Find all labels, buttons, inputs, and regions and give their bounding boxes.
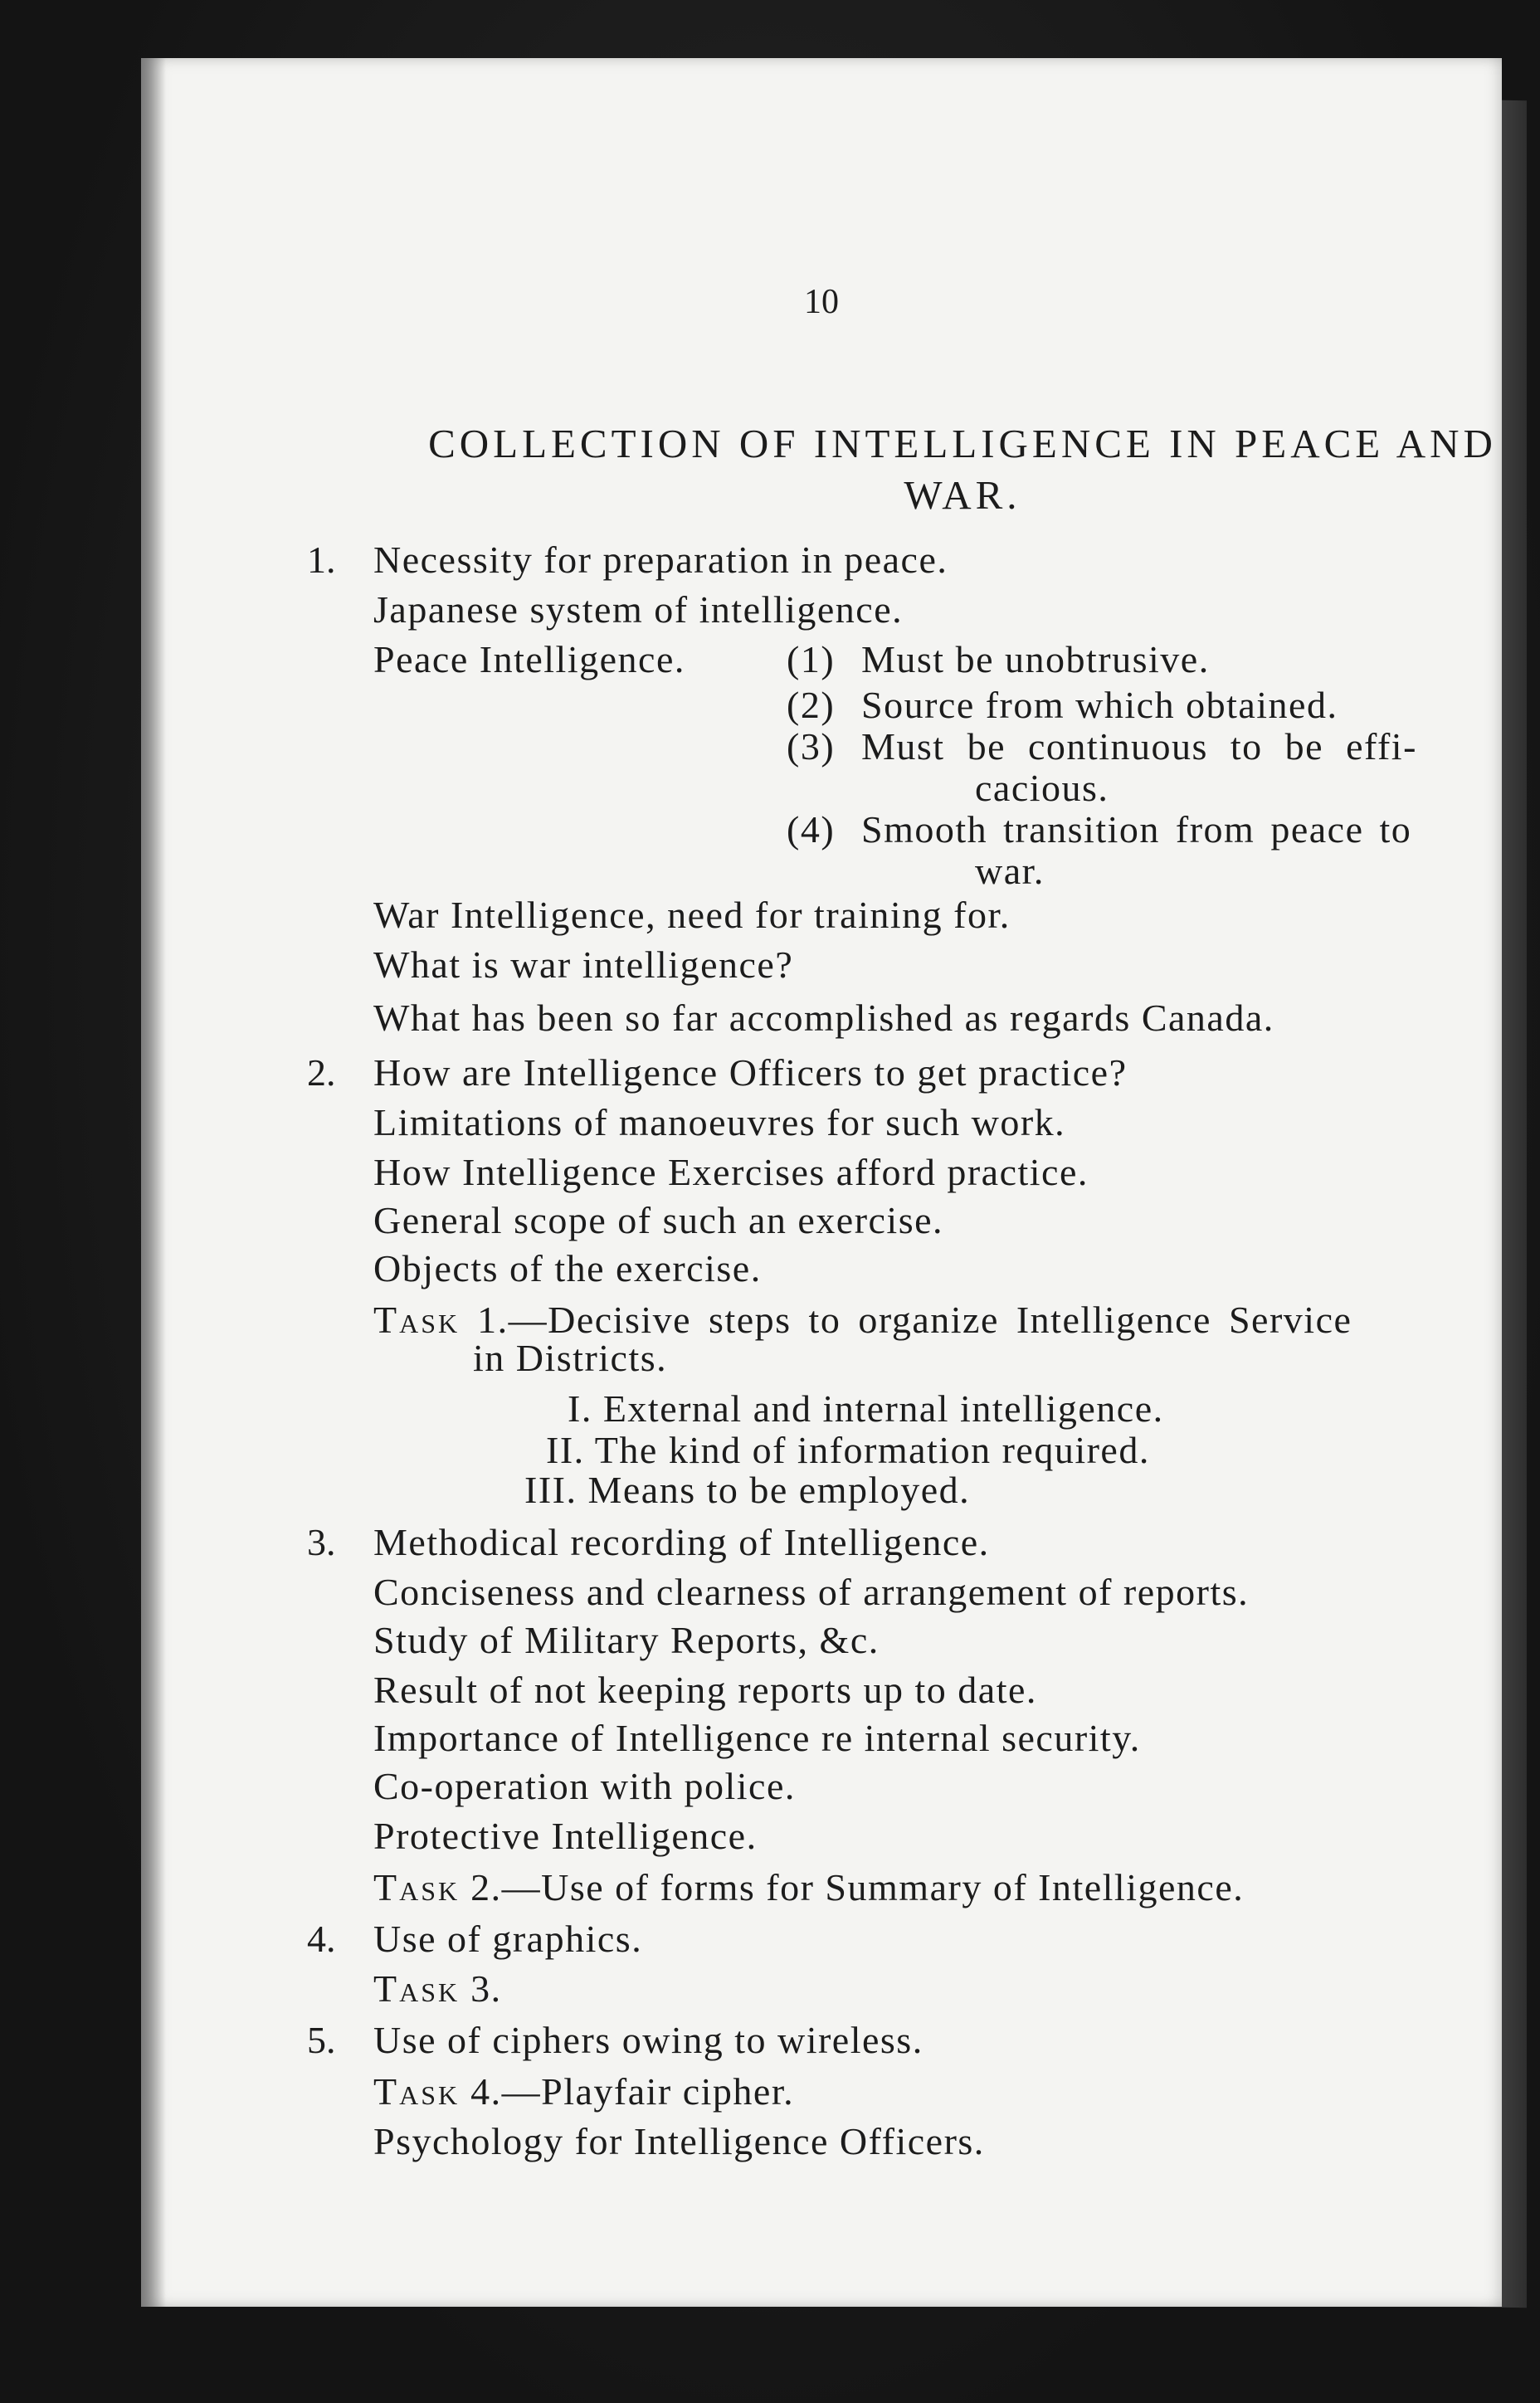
peace-point-text: Must be continuous to be effi-	[861, 725, 1417, 768]
outline-line: Peace Intelligence.	[373, 638, 685, 680]
task-text: 3.	[470, 1967, 502, 2010]
outline-line: Objects of the exercise.	[373, 1247, 762, 1289]
outline-line: Use of graphics.	[373, 1918, 643, 1960]
outline-line: Result of not keeping reports up to date.	[373, 1669, 1037, 1711]
section-number: 1.	[307, 539, 336, 581]
peace-point-text: Smooth transition from peace to	[861, 808, 1412, 851]
document-page	[141, 58, 1502, 2307]
outline-line: Study of Military Reports, &c.	[373, 1619, 880, 1661]
peace-point-number: (1)	[787, 638, 836, 680]
section-number: 3.	[307, 1521, 336, 1563]
outline-line: Limitations of manoeuvres for such work.	[373, 1101, 1066, 1143]
outline-line: General scope of such an exercise.	[373, 1199, 944, 1241]
peace-point-number: (3)	[787, 725, 836, 768]
task-line	[373, 2069, 794, 2115]
outline-line: How are Intelligence Officers to get practice?	[373, 1051, 1128, 1094]
task-continuation: in Districts.	[473, 1337, 668, 1379]
page-title-line-2: WAR.	[904, 472, 1021, 518]
task-text: 1.—Decisive steps to organize Intelligence Service	[477, 1299, 1352, 1341]
page-title-line-1: COLLECTION OF INTELLIGENCE IN PEACE AND	[428, 421, 1497, 466]
task-text: 2.—Use of forms for Summary of Intelligence.	[470, 1866, 1245, 1908]
task-item: I. External and internal intelligence.	[568, 1387, 1164, 1430]
outline-line: What is war intelligence?	[373, 943, 794, 986]
task-label: Task	[373, 1967, 461, 2010]
task-label: Task	[373, 1299, 461, 1341]
peace-point-continuation: war.	[975, 850, 1045, 892]
page-number: 10	[804, 283, 839, 321]
peace-point-text: Source from which obtained.	[861, 684, 1338, 726]
peace-point-number: (2)	[787, 684, 836, 726]
peace-point-text: Must be unobtrusive.	[861, 638, 1210, 680]
section-number: 4.	[307, 1918, 336, 1960]
section-number: 5.	[307, 2019, 336, 2061]
task-item: III. Means to be employed.	[524, 1469, 971, 1511]
task-item: II. The kind of information required.	[546, 1429, 1150, 1471]
outline-line: Japanese system of intelligence.	[373, 588, 904, 631]
peace-point-continuation: cacious.	[975, 767, 1109, 809]
page-binding-shadow	[141, 58, 166, 2307]
task-text: 4.—Playfair cipher.	[470, 2070, 795, 2113]
outline-line: Conciseness and clearness of arrangement of reports.	[373, 1571, 1250, 1613]
outline-line: Co-operation with police.	[373, 1765, 796, 1807]
outline-line: War Intelligence, need for training for.	[373, 894, 1011, 936]
task-line	[373, 1966, 502, 2012]
outline-line: What has been so far accomplished as regards Canada.	[373, 997, 1274, 1039]
section-number: 2.	[307, 1051, 336, 1094]
task-label: Task	[373, 1866, 461, 1908]
outline-line: Psychology for Intelligence Officers.	[373, 2120, 985, 2162]
outline-line: Protective Intelligence.	[373, 1815, 758, 1857]
outline-line: Importance of Intelligence re internal security.	[373, 1717, 1141, 1759]
task-line	[373, 1864, 1244, 1911]
outline-line: Use of ciphers owing to wireless.	[373, 2019, 924, 2061]
peace-point-number: (4)	[787, 808, 836, 851]
outline-line: How Intelligence Exercises afford practice.	[373, 1151, 1089, 1193]
outline-line: Necessity for preparation in peace.	[373, 539, 948, 581]
task-label: Task	[373, 2070, 461, 2113]
outline-line: Methodical recording of Intelligence.	[373, 1521, 990, 1563]
